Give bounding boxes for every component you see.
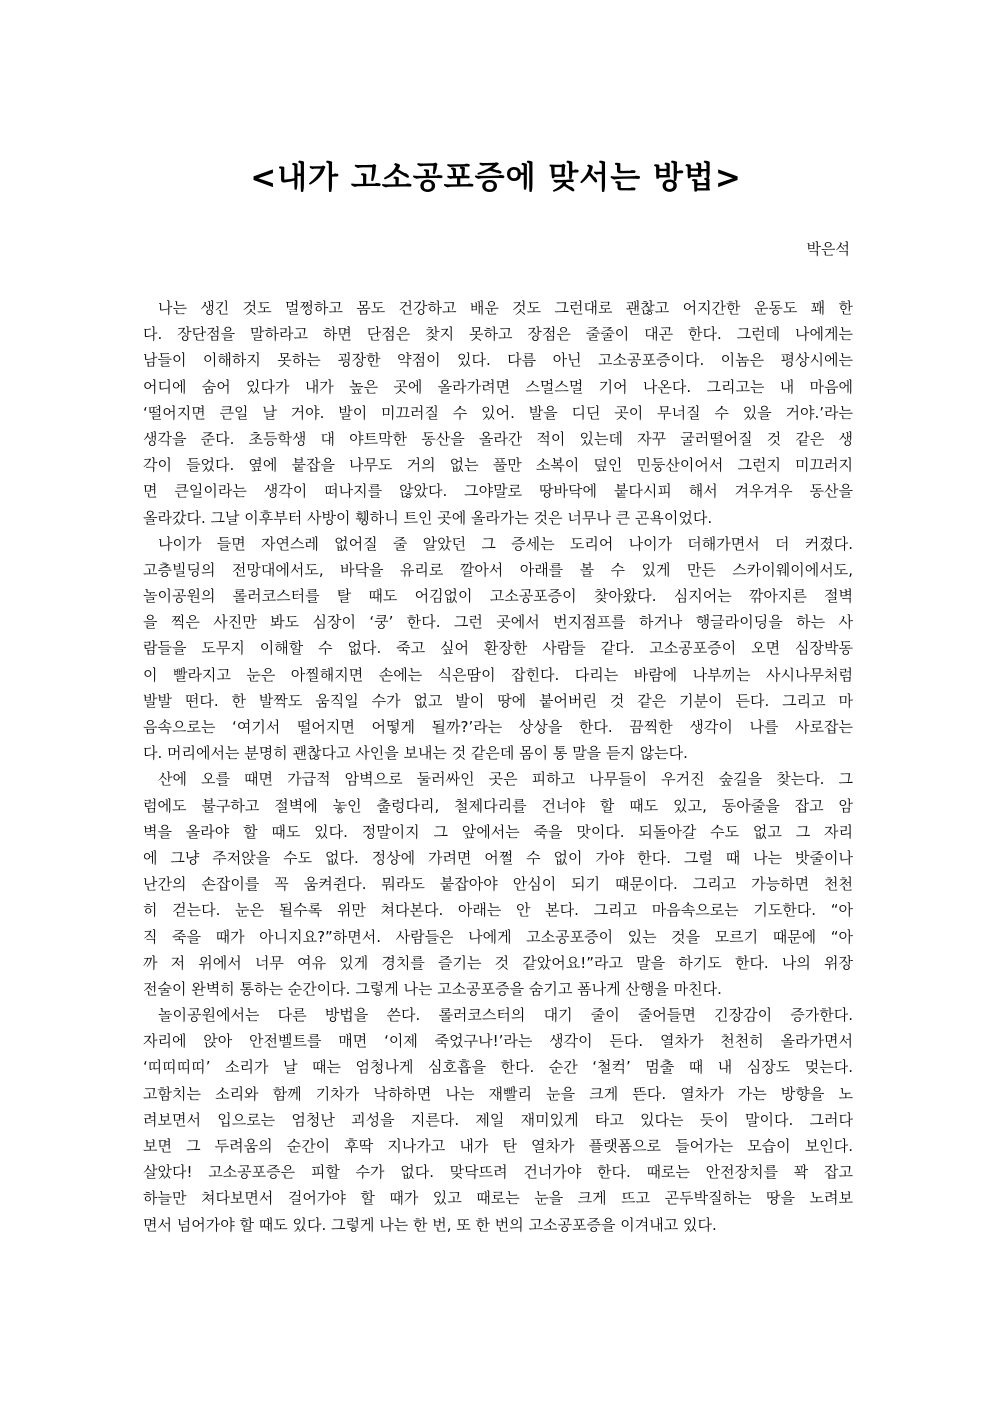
text-line: 올라갔다. 그날 이후부터 사방이 휑하니 트인 곳에 올라가는 것은 너무나 큰 곤욕이었다. (143, 508, 713, 527)
text-line: 보면 그 두려움의 순간이 후딱 지나가고 내가 탄 열차가 플랫폼으로 들어가는 모습이 보인다. (143, 1137, 853, 1155)
text-line: 벽을 올라야 할 때도 있다. 정말이지 그 앞에서는 죽을 맛이다. 되돌아갈 수도 없고 그 자리 (143, 822, 853, 841)
document-body (143, 295, 853, 1238)
text-line: 음속으로는 ‘여기서 떨어지면 어떻게 될까?’라는 상상을 한다. 끔찍한 생각이 나를 사로잡는 (143, 718, 853, 736)
text-line: ‘띠띠띠띠’ 소리가 날 때는 엄청나게 심호흡을 한다. 순간 ‘철컥’ 멈출 때 내 심장도 멎는다. (143, 1058, 853, 1077)
text-line: 발발 떤다. 한 발짝도 움직일 수가 없고 발이 땅에 붙어버린 것 같은 기분이 든다. 그리고 마 (143, 691, 853, 710)
text-line: 고층빌딩의 전망대에서도, 바닥을 유리로 깔아서 아래를 볼 수 있게 만든 스카이웨이에서도, (143, 560, 853, 579)
text-line: 을 찍은 사진만 봐도 심장이 ‘쿵’ 한다. 그런 곳에서 번지점프를 하거나 행글라이딩을 하는 사 (143, 613, 853, 632)
text-line: 람들을 도무지 이해할 수 없다. 죽고 싶어 환장한 사람들 같다. 고소공포증이 오면 심장박동 (143, 639, 853, 658)
text-line: 난간의 손잡이를 꼭 움켜쥔다. 뭐라도 붙잡아야 안심이 되기 때문이다. 그리고 가능하면 천천 (143, 875, 853, 894)
paragraph-4 (143, 1002, 853, 1238)
text-line: 까 저 위에서 너무 여유 있게 경치를 즐기는 것 같았어요!”라고 말을 하기도 한다. 나의 위장 (143, 953, 853, 972)
text-line: 나는 생긴 것도 멀쩡하고 몸도 건강하고 배운 것도 그런대로 괜찮고 어지간한 운동도 꽤 한 (158, 299, 853, 317)
text-line: 산에 오를 때면 가급적 암벽으로 둘러싸인 곳은 피하고 나무들이 우거진 숲길을 찾는다. 그 (158, 770, 853, 789)
text-line: 전술이 완벽히 통하는 순간이다. 그렇게 나는 고소공포증을 숨기고 폼나게 산행을 마친다. (143, 979, 722, 998)
text-line: 생각을 준다. 초등학생 대 야트막한 동산을 올라간 적이 있는데 자꾸 굴러떨어질 것 같은 생 (143, 429, 853, 448)
text-line: 남들이 이해하지 못하는 굉장한 약점이 있다. 다름 아닌 고소공포증이다. 이놈은 평상시에는 (143, 351, 853, 370)
text-line: 다. 머리에서는 분명히 괜찮다고 사인을 보내는 것 같은데 몸이 통 말을 듣지 않는다. (143, 744, 688, 763)
text-line: 놀이공원에서는 다른 방법을 쓴다. 롤러코스터의 대기 줄이 줄어들면 긴장감이 증가한다. (158, 1006, 853, 1025)
text-line: 다. 장단점을 말하라고 하면 단점은 찾지 못하고 장점은 줄줄이 대곤 한다. 그런데 나에게는 (143, 325, 853, 344)
text-line: 고함치는 소리와 함께 기차가 낙하하면 나는 재빨리 눈을 크게 뜬다. 열차가 가는 방향을 노 (143, 1084, 853, 1103)
text-line: 나이가 들면 자연스레 없어질 줄 알았던 그 증세는 도리어 나이가 더해가면서 더 커졌다. (158, 534, 853, 553)
text-line: 어디에 숨어 있다가 내가 높은 곳에 올라가려면 스멀스멀 기어 나온다. 그리고는 내 마음에 (143, 377, 853, 396)
text-line: 에 그냥 주저앉을 수도 없다. 정상에 가려면 어쩔 수 없이 가야 한다. 그럴 때 나는 밧줄이나 (143, 848, 853, 867)
document-title: <내가 고소공포증에 맞서는 방법> (250, 160, 742, 196)
text-line: 럼에도 불구하고 절벽에 놓인 출렁다리, 철제다리를 건너야 할 때도 있고, 동아줄을 잡고 암 (143, 796, 853, 815)
text-line: 놀이공원의 롤러코스터를 탈 때도 어김없이 고소공포증이 찾아왔다. 심지어는 깎아지른 절벽 (143, 587, 853, 606)
text-line: 하늘만 쳐다보면서 걸어가야 할 때가 있고 때로는 눈을 크게 뜨고 곤두박질하는 땅을 노려보 (143, 1189, 853, 1208)
text-line: 자리에 앉아 안전벨트를 매면 ‘이제 죽었구나!’라는 생각이 든다. 열차가 천천히 올라가면서 (143, 1032, 853, 1051)
text-line: 면서 넘어가야 할 때도 있다. 그렇게 나는 한 번, 또 한 번의 고소공포증을 이겨내고 있다. (143, 1215, 717, 1234)
text-line: 면 큰일이라는 생각이 떠나지를 않았다. 그야말로 땅바닥에 붙다시피 해서 겨우겨우 동산을 (143, 482, 853, 501)
paragraph-1 (143, 295, 853, 531)
text-line: 려보면서 입으로는 엄청난 괴성을 지른다. 제일 재미있게 타고 있다는 듯이 말이다. 그러다 (143, 1110, 853, 1129)
text-line: 이 빨라지고 눈은 아찔해지면 손에는 식은땀이 잡힌다. 다리는 바람에 나부끼는 사시나무처럼 (143, 665, 853, 684)
text-line: ‘떨어지면 큰일 날 거야. 발이 미끄러질 수 있어. 발을 디딘 곳이 무너질 수 있을 거야.’라는 (143, 403, 853, 422)
paragraph-2 (143, 531, 853, 767)
text-line: 살았다! 고소공포증은 피할 수가 없다. 맞닥뜨려 건너가야 한다. 때로는 안전장치를 꽉 잡고 (143, 1163, 853, 1182)
paragraph-3 (143, 766, 853, 1002)
author-name: 박은석 (806, 240, 850, 258)
text-line: 직 죽을 때가 아니지요?”하면서. 사람들은 나에게 고소공포증이 있는 것을 모르기 때문에 “아 (143, 927, 853, 946)
text-line: 히 걷는다. 눈은 될수록 위만 쳐다본다. 아래는 안 본다. 그리고 마음속으로는 기도한다. “아 (143, 901, 853, 920)
text-line: 각이 들었다. 옆에 붙잡을 나무도 거의 없는 풀만 소복이 덮인 민둥산이어서 그런지 미끄러지 (143, 456, 853, 475)
